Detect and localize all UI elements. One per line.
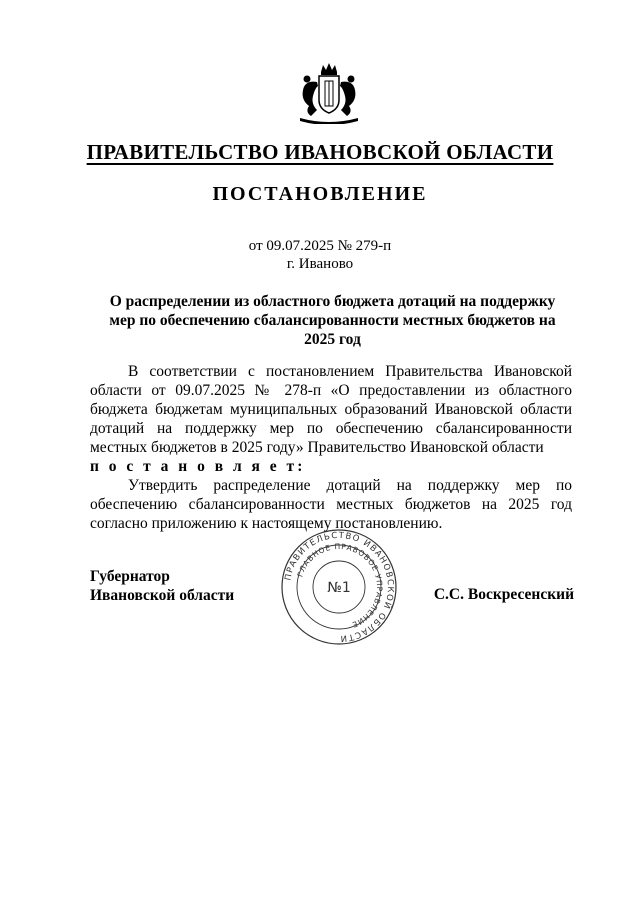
government-title: ПРАВИТЕЛЬСТВО ИВАНОВСКОЙ ОБЛАСТИ: [86, 140, 554, 164]
document-subject: О распределении из областного бюджета дотаций на поддержку мер по обеспечению сбалансированности местных бюджетов на 2025 год: [109, 293, 556, 348]
position-line-2: Ивановской области: [90, 587, 235, 604]
decree-word: п о с т а н о в л я е т: [90, 458, 298, 475]
body-paragraph-1: В соответствии с постановлением Правительства Ивановской области от 09.07.2025 № 278-п «О предоставлении из областного бюджета бюджетам муниципальных образований Ивановской области дотаций на поддержку мер по обеспечению сбалансированности местных бюджетов в 2025 году» Правительство Ивановской области: [90, 363, 572, 456]
stamp-outer-text: ПРАВИТЕЛЬСТВО ИВАНОВСКОЙ ОБЛАСТИ: [283, 530, 396, 644]
decree-line: [90, 457, 572, 476]
document-body: [90, 362, 572, 533]
stamp-number: №1: [327, 580, 351, 596]
signatory-name: С.С. Воскресенский: [433, 586, 574, 603]
decree-colon: :: [297, 458, 303, 475]
city: г. Иваново: [286, 256, 354, 272]
date-number: от 09.07.2025 № 279-п: [248, 238, 392, 254]
signatory-position: [90, 567, 234, 605]
stamp-inner-text: ГЛАВНОЕ ПРАВОВОЕ УПРАВЛЕНИЕ: [295, 541, 385, 630]
position-line-1: Губернатор: [90, 568, 170, 585]
body-paragraph-2: Утвердить распределение дотаций на поддержку мер по обеспечению сбалансированности местных бюджетов на 2025 год согласно приложению к настоящему постановлению.: [90, 477, 572, 532]
document-type: ПОСТАНОВЛЕНИЕ: [212, 183, 428, 205]
coat-of-arms-icon: [292, 62, 366, 124]
official-stamp: [280, 528, 398, 646]
